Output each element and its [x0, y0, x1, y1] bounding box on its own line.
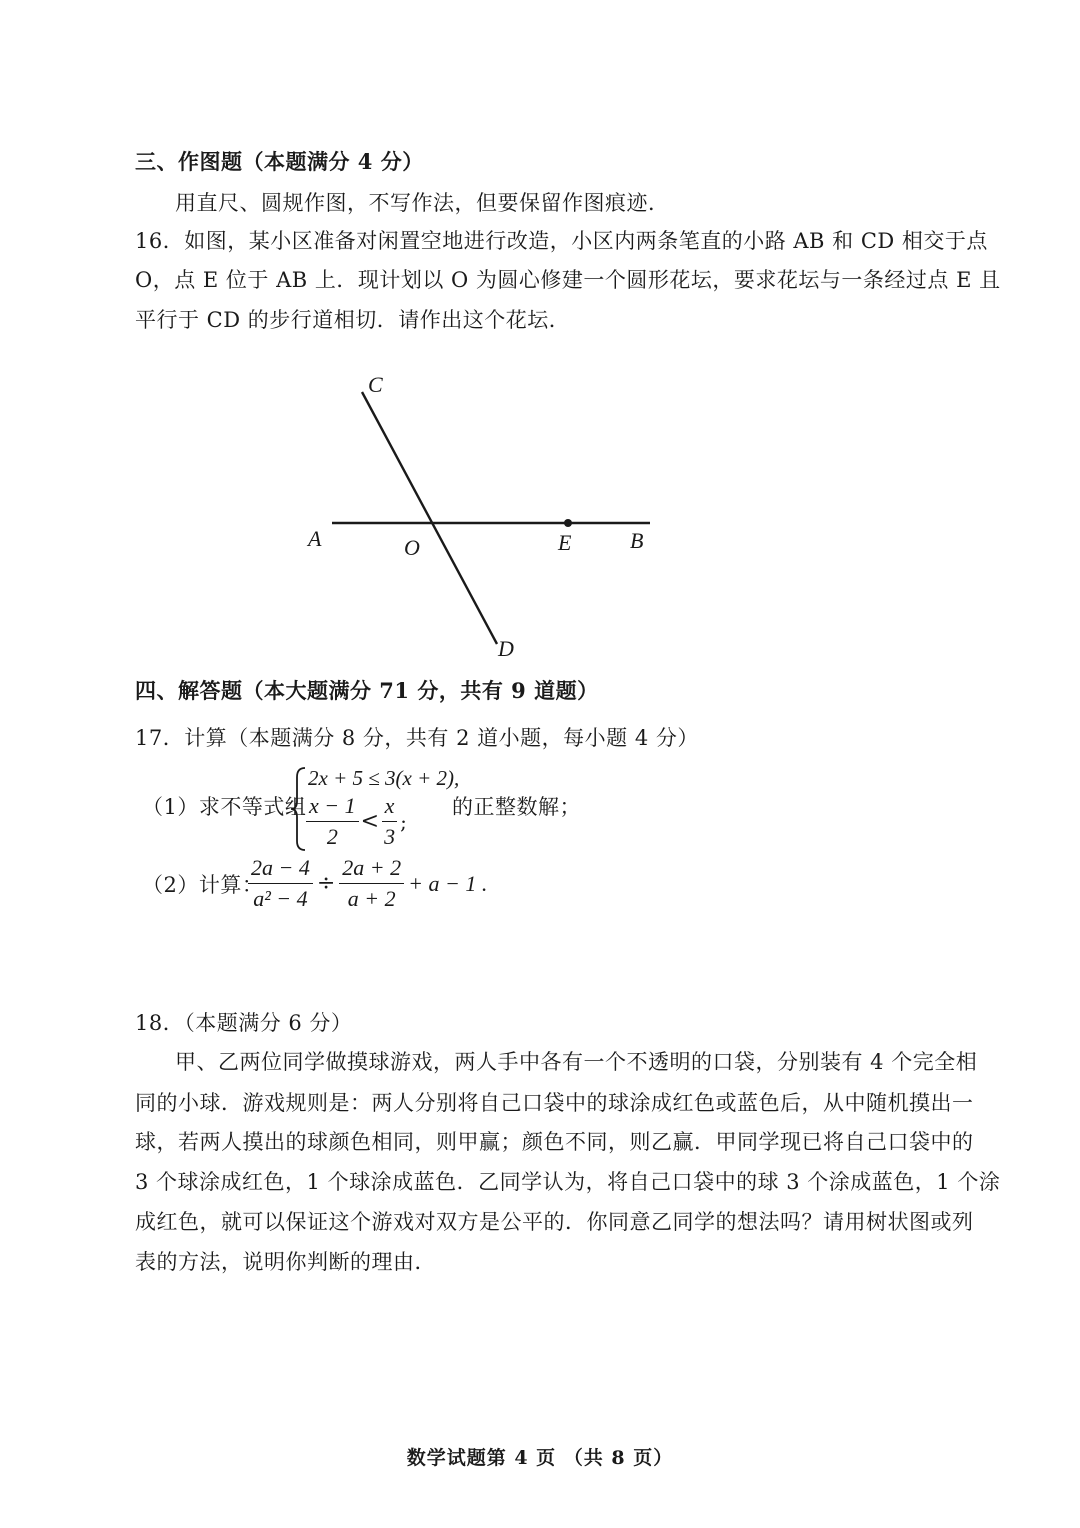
q18-title: 18．（本题满分 6 分） [135, 1011, 353, 1035]
q17-part2-prefix: （2）计算： [142, 873, 264, 897]
fraction-left [306, 793, 359, 850]
label-a: A [308, 526, 322, 551]
q16-line-2: O，点 E 位于 AB 上．现计划以 O 为圆心修建一个圆形花坛，要求花坛与一条经过点 E 且 [135, 268, 1001, 292]
label-e: E [558, 530, 572, 555]
q16-line-1: 16．如图，某小区准备对闲置空地进行改造，小区内两条笔直的小路 AB 和 CD 相交于点 [135, 229, 988, 253]
section3-heading: 三、作图题（本题满分 4 分） [135, 149, 424, 174]
line-cd [362, 392, 497, 644]
label-o: O [404, 535, 420, 560]
fraction-1 [248, 855, 313, 912]
expression-tail: + a − 1 . [408, 870, 488, 896]
q18-line-5: 成红色，就可以保证这个游戏对双方是公平的．你同意乙同学的想法吗？请用树状图或列 [135, 1210, 974, 1234]
divide-sign: ÷ [316, 871, 336, 896]
q17-part2-expression [248, 855, 487, 912]
q16-line-3: 平行于 CD 的步行道相切．请作出这个花坛． [135, 308, 571, 332]
q18-line-3: 球，若两人摸出的球颜色相同，则甲赢；颜色不同，则乙赢．甲同学现已将自己口袋中的 [135, 1130, 974, 1154]
label-c: C [368, 372, 383, 397]
fraction-left-num: x − 1 [306, 793, 359, 822]
fraction-1-num: 2a − 4 [248, 855, 313, 884]
label-b: B [630, 528, 644, 553]
less-than-sign: < [360, 809, 380, 834]
q17-part1-suffix: 的正整数解； [452, 795, 581, 819]
inequality-2 [306, 793, 407, 850]
q17-title: 17．计算（本题满分 8 分，共有 2 道小题，每小题 4 分） [135, 726, 699, 750]
fraction-right-den: 3 [384, 824, 396, 849]
q17-part1-prefix: （1）求不等式组 [142, 795, 307, 819]
section4-heading: 四、解答题（本大题满分 71 分，共有 9 道题） [135, 678, 599, 703]
fraction-right-num: x [382, 793, 398, 822]
inequality-system [290, 765, 460, 855]
fraction-2 [339, 855, 404, 912]
section3-instruction: 用直尺、圆规作图，不写作法，但要保留作图痕迹． [175, 191, 670, 215]
semicolon: ; [400, 809, 407, 834]
q18-line-1: 甲、乙两位同学做摸球游戏，两人手中各有一个不透明的口袋，分别装有 4 个完全相 [175, 1050, 978, 1074]
point-e-dot [564, 519, 572, 527]
label-d: D [498, 636, 514, 661]
page-footer: 数学试题第 4 页 （共 8 页） [406, 1447, 674, 1469]
fraction-2-num: 2a + 2 [339, 855, 404, 884]
fraction-left-den: 2 [326, 824, 338, 849]
q18-line-6: 表的方法，说明你判断的理由． [135, 1250, 436, 1274]
q18-line-2: 同的小球．游戏规则是：两人分别将自己口袋中的球涂成红色或蓝色后，从中随机摸出一 [135, 1091, 974, 1115]
fraction-right [381, 793, 398, 850]
geometry-figure [300, 368, 680, 668]
fraction-1-den: a² − 4 [253, 886, 308, 911]
q18-line-4: 3 个球涂成红色，1 个球涂成蓝色．乙同学认为，将自己口袋中的球 3 个涂成蓝色，1 个涂 [135, 1170, 1001, 1194]
fraction-2-den: a + 2 [347, 886, 396, 911]
inequality-1: 2x + 5 ≤ 3(x + 2), [308, 766, 460, 790]
